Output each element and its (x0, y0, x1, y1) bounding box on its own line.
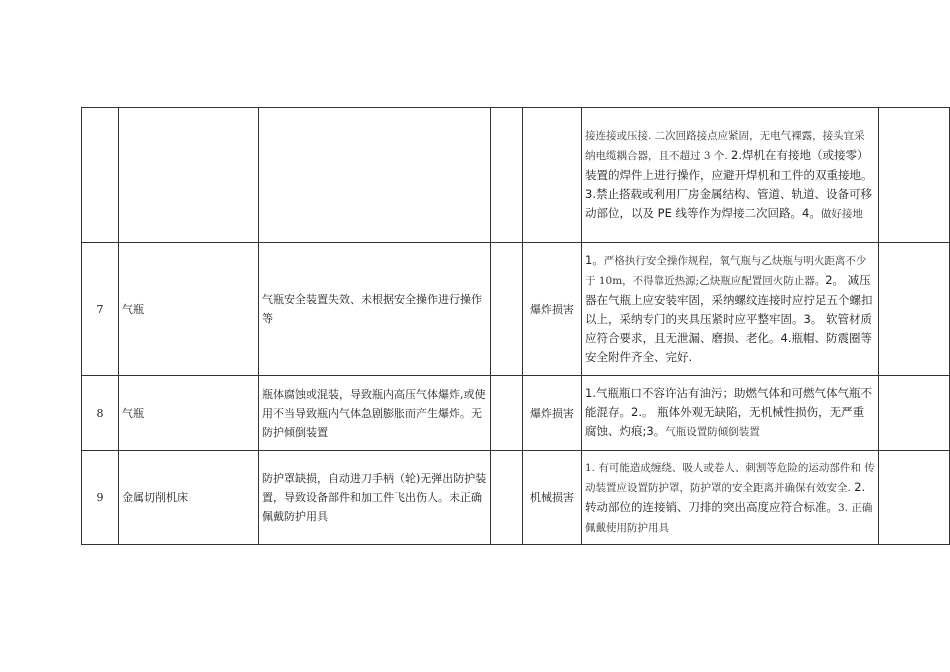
row-number-cell: 9 (82, 451, 119, 545)
remarks-cell (879, 376, 950, 451)
hazard-cell: 爆炸损害 (523, 376, 582, 451)
measure-text: 1. 有可能造成缠绕、吸人或卷人、刺割等危险的运动部件和 传动装置应设置防护罩，防护罩的安全距离并确保有效安全. (585, 461, 875, 494)
hazard-table (81, 107, 950, 545)
measure-text: 1.气瓶瓶口不容许沾有油污；助燃气体和可燃气体气瓶不能混存。2.。 瓶体外观无缺陷，无机械性损伤，无严重腐蚀、灼痕;3。 (585, 386, 872, 438)
measures-cell (582, 451, 879, 545)
measure-text: 2.转动部位的连接销、刀排的突出高度应符合标准。 (585, 479, 866, 514)
equipment-cell (119, 108, 259, 243)
hazard-cell: 爆炸损害 (523, 243, 582, 376)
row-number-cell (82, 108, 119, 243)
remarks-cell (879, 243, 950, 376)
measure-text: 接连接或压接. 二次回路接点应紧固，无电气裸露，接头宜采纳电缆耦合器，且不超过 3 个. (585, 130, 865, 162)
measure-text: 做好接地 (820, 208, 863, 220)
cause-cell: 瓶体腐蚀或混装，导致瓶内高压气体爆炸,或使用不当导致瓶内气体急剧膨胀而产生爆炸。无防护倾倒装置 (259, 376, 491, 451)
measures-cell (582, 108, 879, 243)
cause-cell: 防护罩缺损，自动进刀手柄（轮)无弹出防护装置，导致设备部件和加工件飞出伤人。未正确佩戴防护用具 (259, 451, 491, 545)
equipment-cell: 气瓶 (119, 243, 259, 376)
row-number-cell: 8 (82, 376, 119, 451)
table-row (82, 108, 950, 243)
cause-cell: 气瓶安全装置失效、未根据安全操作进行操作等 (259, 243, 491, 376)
hazard-cell: 机械损害 (523, 451, 582, 545)
equipment-cell: 气瓶 (119, 376, 259, 451)
measures-cell (582, 243, 879, 376)
hazard-cell (523, 108, 582, 243)
table-row (82, 243, 950, 376)
blank-cell (491, 451, 523, 545)
measure-text: 1。 (585, 253, 604, 267)
remarks-cell (879, 451, 950, 545)
measure-text: 气瓶设置防倾倒装置 (665, 426, 760, 438)
measure-text: 严格执行安全操作规程，氧气瓶与乙炔瓶与明火距离不少于 10m，不得靠近热源;乙炔瓶应配置回火防止器。 (585, 255, 867, 287)
remarks-cell (879, 108, 950, 243)
blank-cell (491, 376, 523, 451)
cause-cell (259, 108, 491, 243)
measures-cell (582, 376, 879, 451)
table-row (82, 376, 950, 451)
table-row (82, 451, 950, 545)
blank-cell (491, 108, 523, 243)
row-number-cell: 7 (82, 243, 119, 376)
measure-text: 3. 正确佩戴使用防护用具 (585, 501, 873, 534)
measure-text: 2。 减压器在气瓶上应安装牢固，采纳螺纹连接时应拧足五个螺扣以上，采纳专门的夹具压紧时应平整牢固。3。 软管材质应符合要求，且无泄漏、磨损、老化。4.瓶帽、防震圈等安全附件齐全、完好. (585, 273, 873, 364)
blank-cell (491, 243, 523, 376)
equipment-cell: 金属切削机床 (119, 451, 259, 545)
measure-text: 2.焊机在有接地（或接零）装置的焊件上进行操作，应避开焊机和工件的双重接地。3.禁止搭载或利用厂房金属结构、管道、轨道、设备可移动部位，以及 PE 线等作为焊接二次回路。4。 (585, 148, 873, 220)
